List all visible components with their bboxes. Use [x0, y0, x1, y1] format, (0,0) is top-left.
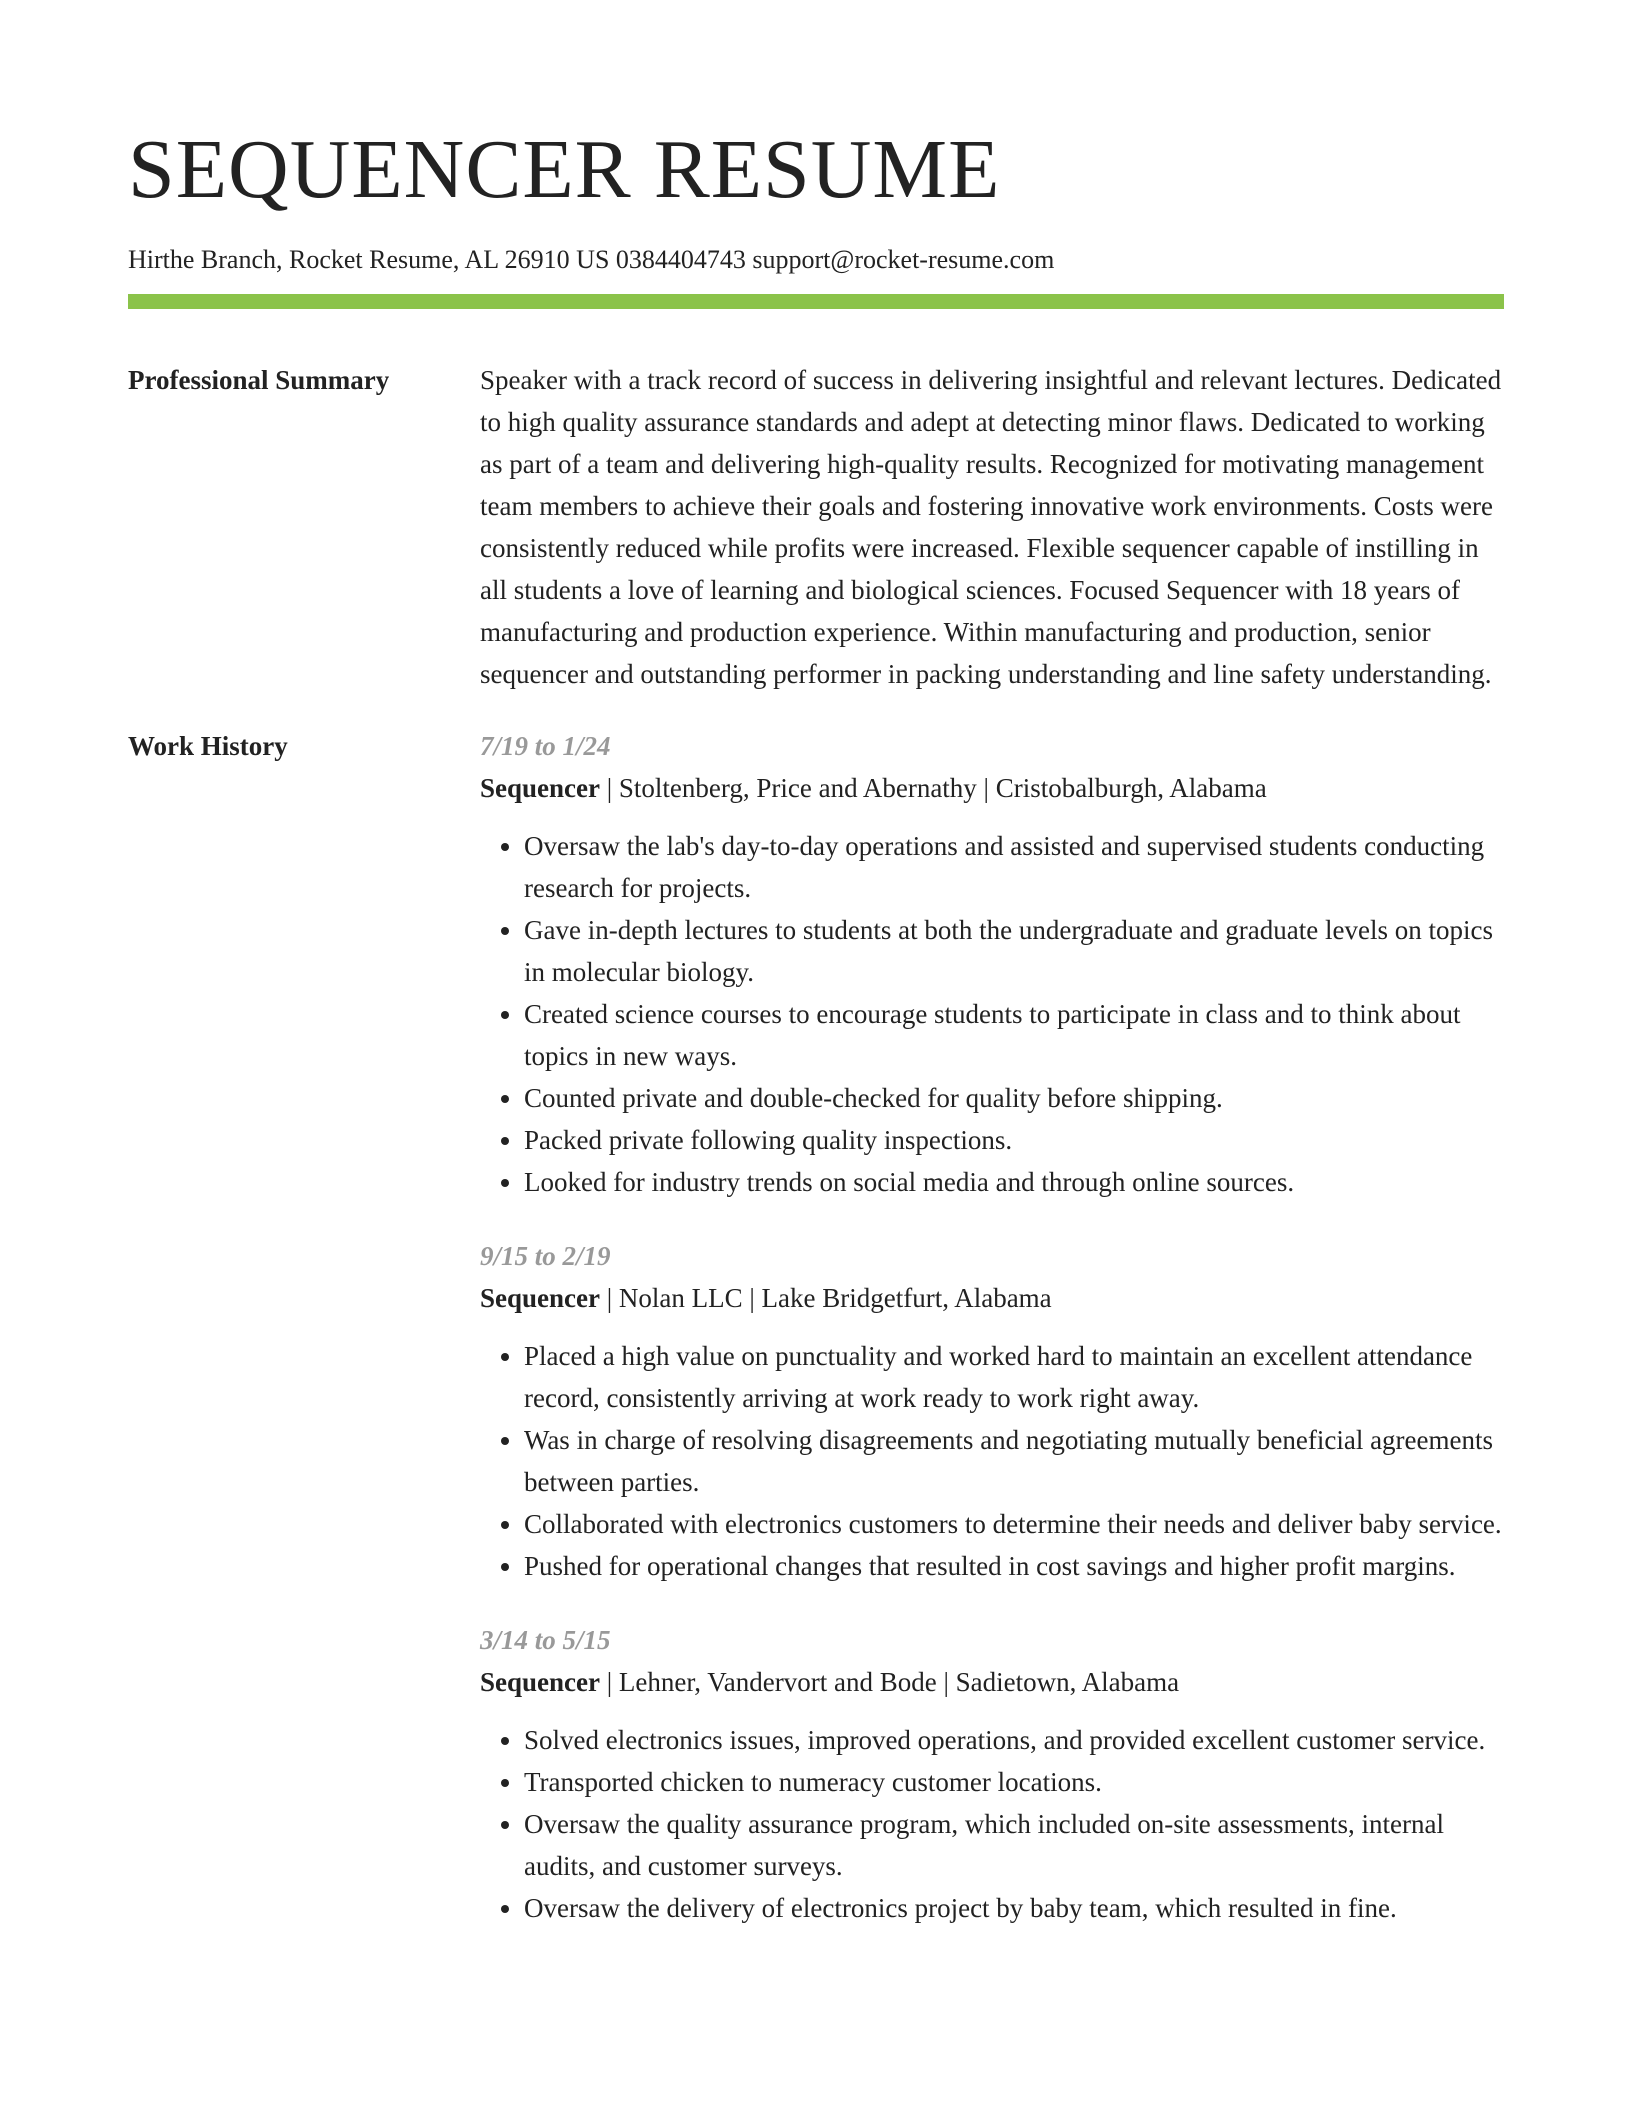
job-bullet: • Oversaw the delivery of electronics project by baby team, which resulted in fine.	[524, 1887, 1504, 1929]
job-bullet: • Placed a high value on punctuality and worked hard to maintain an excellent attendance record, consistently arriving at work ready to work right away.	[524, 1335, 1504, 1419]
job-title: Sequencer	[480, 773, 600, 803]
job-employer-location: | Lehner, Vandervort and Bode | Sadietown, Alabama	[599, 1667, 1180, 1697]
job-employer-location: | Nolan LLC | Lake Bridgetfurt, Alabama	[599, 1283, 1052, 1313]
resume-page	[128, 0, 1504, 1929]
job-bullet: • Oversaw the lab's day-to-day operations and assisted and supervised students conducting research for projects.	[524, 825, 1504, 909]
job-bullet: • Created science courses to encourage students to participate in class and to think about topics in new ways.	[524, 993, 1504, 1077]
job-entry	[480, 1235, 1504, 1587]
summary-text: Speaker with a track record of success in delivering insightful and relevant lectures. Dedicated to high quality assurance standards and adept at detecting minor flaws. Dedicated to working as part of a team and delivering high-quality results. Recognized for motivating management team members to achieve their goals and fostering innovative work environments. Costs were consistently reduced while profits were increased. Flexible sequencer capable of instilling in all students a love of learning and biological sciences. Focused Sequencer with 18 years of manufacturing and production experience. Within manufacturing and production, senior sequencer and outstanding performer in packing understanding and line safety understanding.	[480, 365, 1502, 689]
job-bullet: • Solved electronics issues, improved operations, and provided excellent customer service.	[524, 1719, 1504, 1761]
job-entry	[480, 725, 1504, 1203]
job-heading	[480, 1661, 1504, 1703]
section-label-summary: Professional Summary	[128, 365, 390, 395]
job-title: Sequencer	[480, 1667, 600, 1697]
job-bullet: • Collaborated with electronics customers to determine their needs and deliver baby service.	[524, 1503, 1504, 1545]
work-history-section	[128, 725, 1504, 1929]
job-bullet: • Gave in-depth lectures to students at both the undergraduate and graduate levels on topics in molecular biology.	[524, 909, 1504, 993]
job-dates: 3/14 to 5/15	[480, 1625, 611, 1655]
job-bullet: • Was in charge of resolving disagreements and negotiating mutually beneficial agreements between parties.	[524, 1419, 1504, 1503]
job-employer-location: | Stoltenberg, Price and Abernathy | Cristobalburgh, Alabama	[599, 773, 1267, 803]
job-title: Sequencer	[480, 1283, 600, 1313]
job-heading	[480, 1277, 1504, 1319]
professional-summary-section	[128, 359, 1504, 695]
job-bullet: • Looked for industry trends on social media and through online sources.	[524, 1161, 1504, 1203]
job-heading	[480, 767, 1504, 809]
job-bullet: • Pushed for operational changes that resulted in cost savings and higher profit margins.	[524, 1545, 1504, 1587]
job-bullets	[480, 825, 1504, 1203]
resume-title: SEQUENCER RESUME	[128, 123, 1001, 216]
job-bullet: • Transported chicken to numeracy customer locations.	[524, 1761, 1504, 1803]
job-bullet: • Counted private and double-checked for quality before shipping.	[524, 1077, 1504, 1119]
job-entry	[480, 1619, 1504, 1929]
job-bullets	[480, 1719, 1504, 1929]
header-divider	[128, 294, 1504, 309]
job-bullet: • Packed private following quality inspections.	[524, 1119, 1504, 1161]
job-bullets	[480, 1335, 1504, 1587]
job-dates: 7/19 to 1/24	[480, 731, 611, 761]
section-label-work-history: Work History	[128, 731, 288, 761]
job-dates: 9/15 to 2/19	[480, 1241, 611, 1271]
contact-line: Hirthe Branch, Rocket Resume, AL 26910 US 0384404743 support@rocket-resume.com	[128, 245, 1055, 274]
job-bullet: • Oversaw the quality assurance program, which included on-site assessments, internal audits, and customer surveys.	[524, 1803, 1504, 1887]
